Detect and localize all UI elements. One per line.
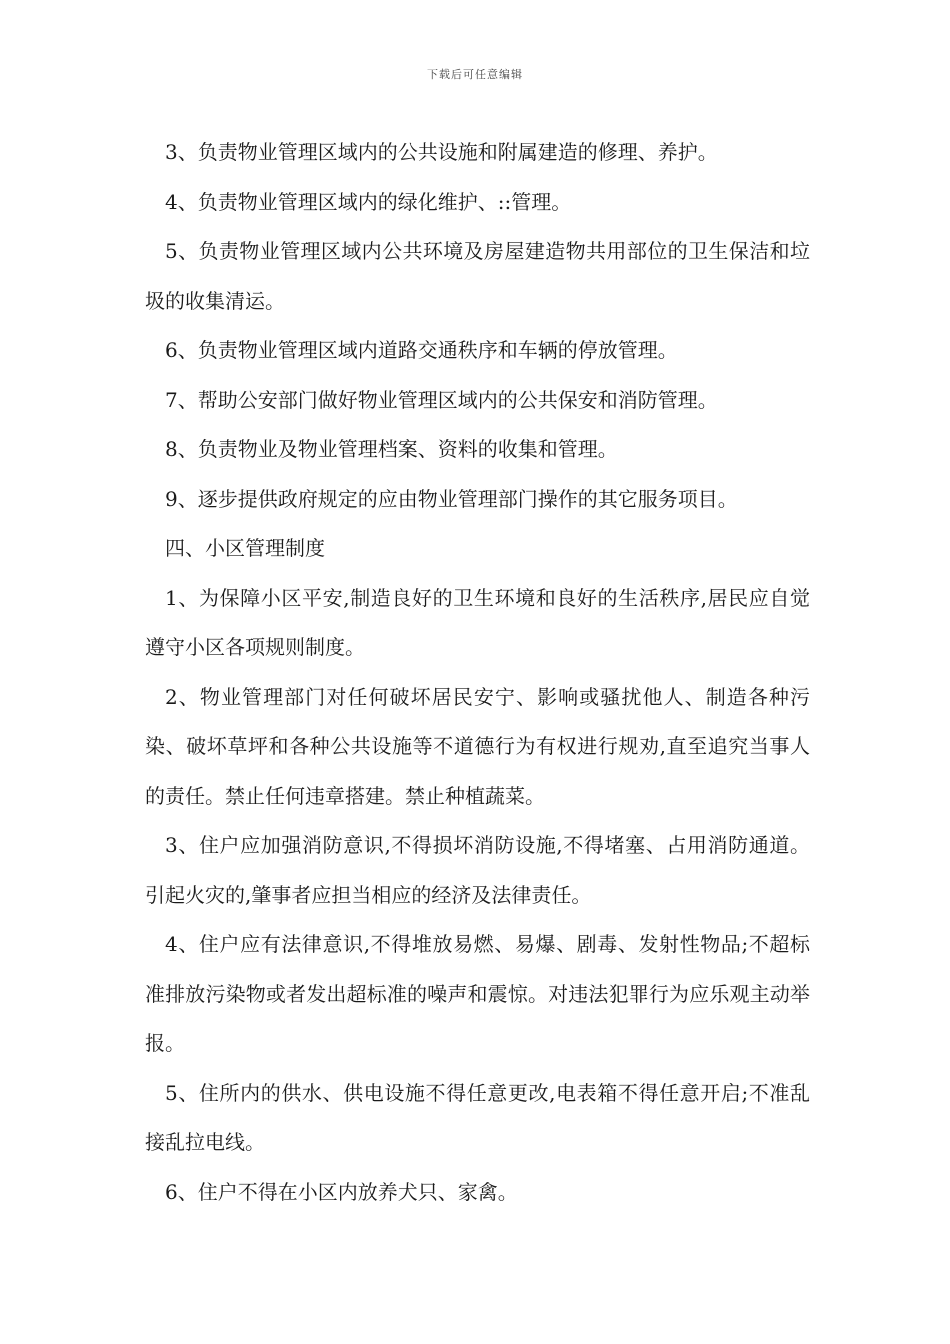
- rule-item-2: 2、物业管理部门对任何破坏居民安宁、影响或骚扰他人、制造各种污染、破坏草坪和各种公共设施等不道德行为有权进行规劝,直至追究当事人的责任。禁止任何违章搭建。禁止种植蔬菜。: [145, 684, 810, 808]
- paragraph-item-9: 9、逐步提供政府规定的应由物业管理部门操作的其它服务项目。: [165, 486, 738, 511]
- rule-item-5: 5、住所内的供水、供电设施不得任意更改,电表箱不得任意开启;不准乱接乱拉电线。: [145, 1080, 810, 1154]
- paragraph-item-7: 7、帮助公安部门做好物业管理区域内的公共保安和消防管理。: [165, 387, 718, 412]
- rule-item-6: 6、住户不得在小区内放养犬只、家禽。: [165, 1179, 518, 1204]
- rule-item-4: 4、住户应有法律意识,不得堆放易燃、易爆、剧毒、发射性物品;不超标准排放污染物或者发出超标准的噪声和震惊。对违法犯罪行为应乐观主动举报。: [145, 932, 810, 1055]
- rule-item-1: 1、为保障小区平安,制造良好的卫生环境和良好的生活秩序,居民应自觉遵守小区各项规则制度。: [145, 585, 810, 659]
- paragraph-item-4: 4、负责物业管理区域内的绿化维护、::管理。: [165, 189, 572, 214]
- document-body: [145, 128, 810, 1217]
- paragraph-item-8: 8、负责物业及物业管理档案、资料的收集和管理。: [165, 437, 618, 461]
- paragraph-item-6: 6、负责物业管理区域内道路交通秩序和车辆的停放管理。: [165, 338, 678, 362]
- rule-item-3: 3、住户应加强消防意识,不得损坏消防设施,不得堵塞、占用消防通道。引起火灾的,肇事者应担当相应的经济及法律责任。: [145, 833, 810, 907]
- page-header: 下载后可任意编辑: [427, 68, 523, 81]
- paragraph-item-3: 3、负责物业管理区域内的公共设施和附属建造的修理、养护。: [165, 140, 718, 164]
- section-heading: 四、小区管理制度: [165, 536, 325, 560]
- paragraph-item-5: 5、负责物业管理区域内公共环境及房屋建造物共用部位的卫生保洁和垃圾的收集清运。: [145, 239, 810, 313]
